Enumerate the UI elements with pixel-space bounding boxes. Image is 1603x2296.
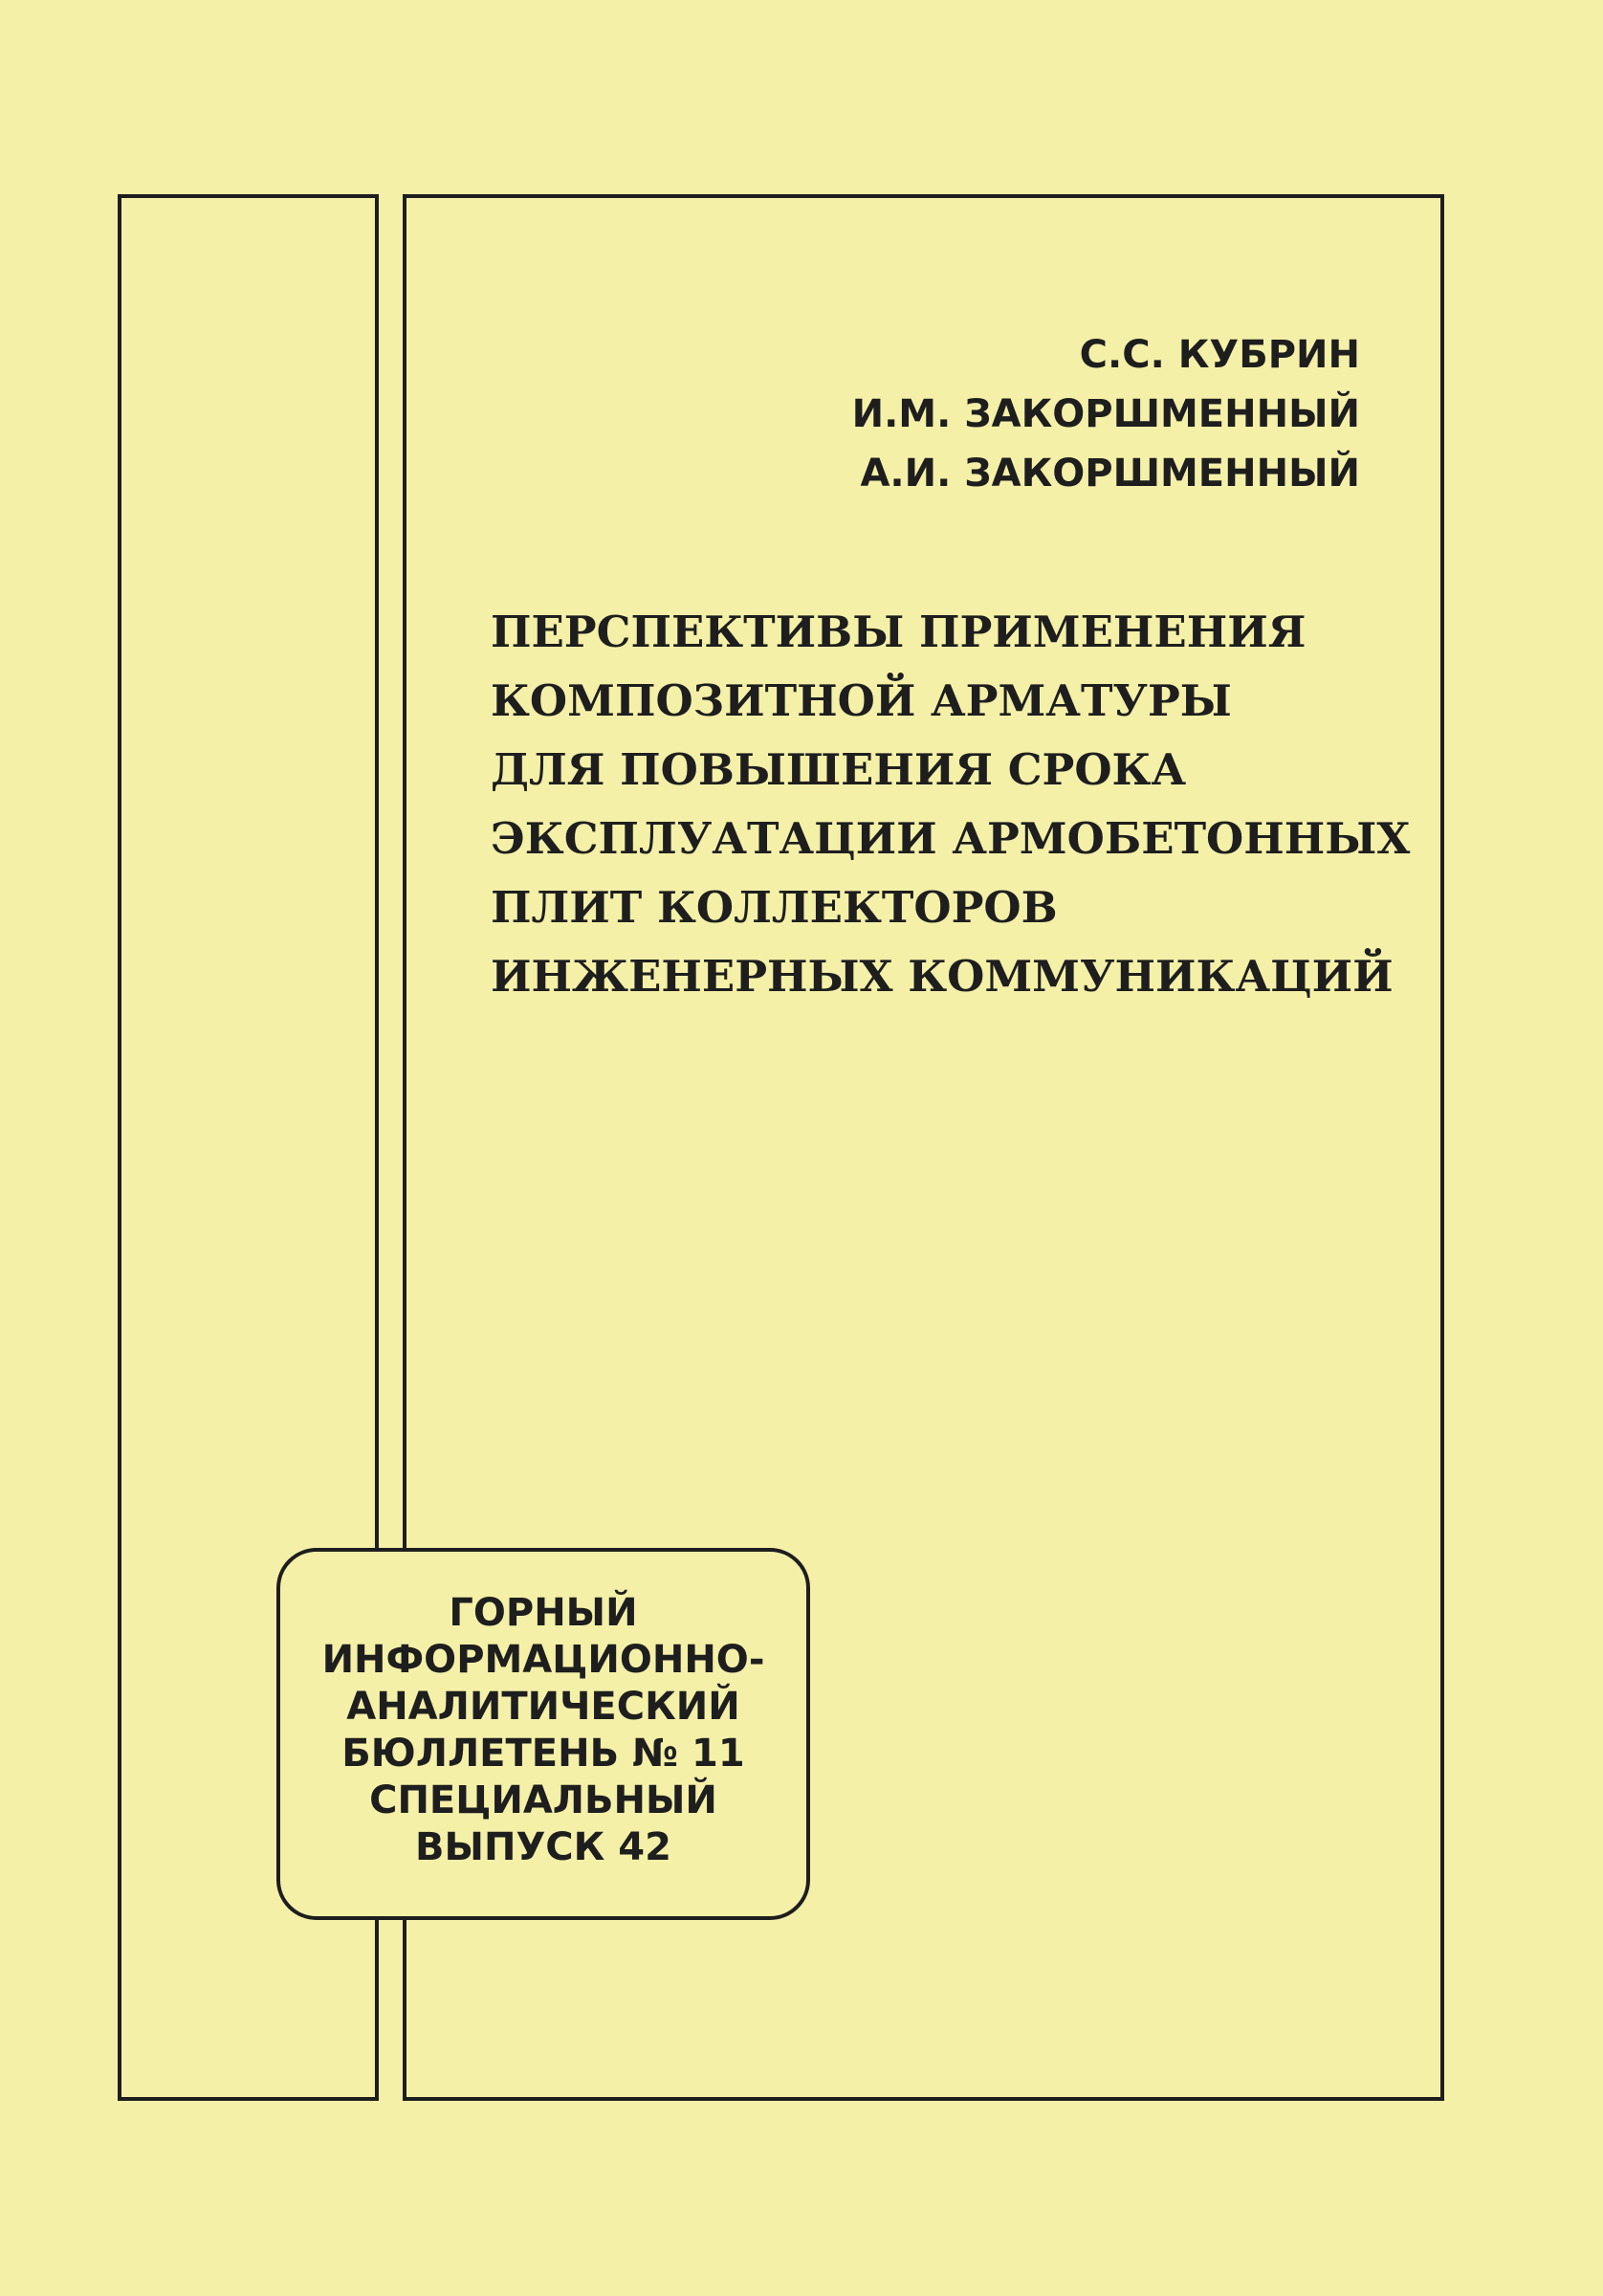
author-name: А.И. ЗАКОРШМЕННЫЙ: [860, 452, 1360, 496]
series-line: ИНФОРМАЦИОННО-: [321, 1638, 765, 1682]
author-name: С.С. КУБРИН: [1079, 333, 1360, 377]
series-line: ГОРНЫЙ: [449, 1591, 638, 1635]
series-line: БЮЛЛЕТЕНЬ № 11: [341, 1732, 745, 1776]
author-list: [536, 325, 1360, 503]
title-line: ИНЖЕНЕРНЫХ КОММУНИКАЦИЙ: [491, 951, 1394, 1002]
series-line: ВЫПУСК 42: [415, 1825, 671, 1869]
title-line: ПЕРСПЕКТИВЫ ПРИМЕНЕНИЯ: [491, 607, 1307, 657]
series-line: АНАЛИТИЧЕСКИЙ: [346, 1685, 740, 1729]
title-line: КОМПОЗИТНОЙ АРМАТУРЫ: [491, 675, 1232, 726]
book-title: [491, 598, 1411, 1011]
title-line: ПЛИТ КОЛЛЕКТОРОВ: [491, 882, 1058, 933]
series-line: СПЕЦИАЛЬНЫЙ: [369, 1778, 717, 1822]
title-line: ДЛЯ ПОВЫШЕНИЯ СРОКА: [491, 744, 1187, 795]
series-badge: [276, 1548, 810, 1920]
author-name: И.М. ЗАКОРШМЕННЫЙ: [851, 392, 1360, 436]
title-line: ЭКСПЛУАТАЦИИ АРМОБЕТОННЫХ: [491, 813, 1411, 864]
